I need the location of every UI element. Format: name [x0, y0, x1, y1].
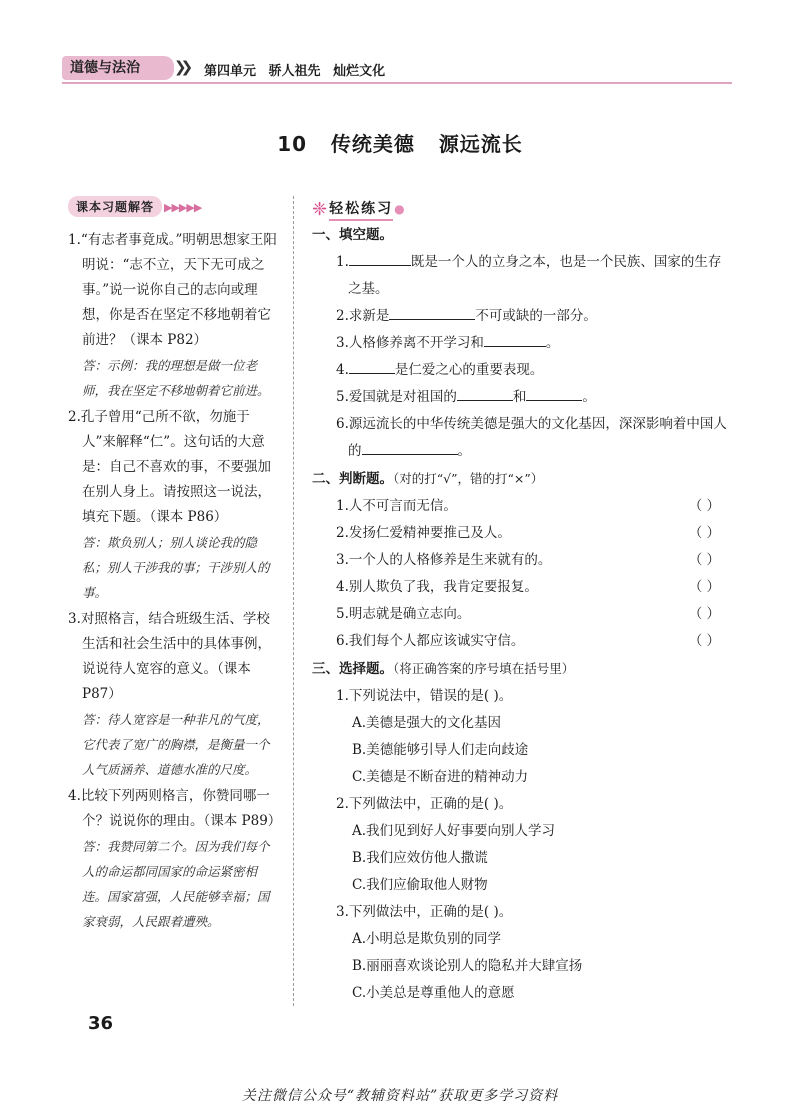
lesson-title — [0, 128, 800, 157]
answer-paren[interactable]: （ ） — [688, 552, 720, 568]
lesson-number: 10 — [277, 132, 308, 156]
banner-label: 轻松练习 — [329, 198, 393, 221]
answer-paren[interactable]: （ ） — [688, 606, 720, 622]
answer-blank[interactable] — [349, 251, 411, 266]
textbook-question: 2.孔子曾用“己所不欲，勿施于人”来解释“仁”。这句话的大意是：自己不喜欢的事，不要强加在别人身上。请按照这一说法，填充下题。（课本 P86） — [68, 409, 271, 525]
lesson-title-main: 传统美德 — [330, 132, 415, 156]
textbook-question: 1.“有志者事竟成。”明朝思想家王阳明说：“志不立，天下无可成之事。”说一说你自己的志向或理想，你是否在坚定不移地朝着它前进？（课本 P82） — [68, 232, 277, 348]
judge-item: 4.别人欺负了我，我肯定要报复。 （ ） — [312, 574, 732, 601]
choice-question: 2.下列做法中，正确的是( )。 — [336, 796, 513, 812]
answer-paren[interactable]: （ ） — [688, 498, 720, 514]
judge-item: 6.我们每个人都应该诚实守信。 （ ） — [312, 628, 732, 655]
page-header — [62, 56, 732, 82]
answer-blank[interactable] — [484, 332, 546, 347]
answer-paren[interactable]: （ ） — [688, 579, 720, 595]
textbook-answer: 答：欺负别人；别人谈论我的隐私；别人干涉我的事；干涉别人的事。 — [82, 535, 270, 600]
fill-item: 6.源远流长的中华传统美德是强大的文化基因，深深影响着中国人的 。 — [336, 416, 727, 459]
section-heading-fill: 一、填空题。 — [312, 227, 393, 243]
choice-option: B.丽丽喜欢谈论别人的隐私并大肆宣扬 — [352, 958, 583, 974]
answer-blank[interactable] — [362, 440, 458, 455]
section-heading-judge: 二、判断题。（对的打“√”，错的打“×”） — [312, 471, 544, 487]
sunburst-icon: ❈ — [312, 198, 328, 220]
footer-note: 关注微信公众号“教辅资料站”获取更多学习资料 — [241, 1088, 559, 1104]
unit-number: 第四单元 — [204, 64, 257, 79]
practice-column — [312, 196, 732, 1007]
choice-question: 1.下列说法中，错误的是( )。 — [336, 688, 513, 704]
fill-item: 5.爱国就是对祖国的 和 。 — [312, 384, 732, 411]
choice-option: A.小明总是欺负别的同学 — [352, 931, 502, 947]
fill-item: 4. 是仁爱之心的重要表现。 — [312, 357, 732, 384]
answer-blank[interactable] — [526, 386, 582, 401]
lesson-title-sub: 源远流长 — [438, 132, 523, 156]
judge-item: 2.发扬仁爱精神要推己及人。 （ ） — [312, 520, 732, 547]
textbook-answers-column — [68, 196, 282, 936]
column-divider — [293, 196, 294, 1006]
choice-option: B.美德能够引导人们走向歧途 — [352, 742, 529, 758]
judge-item: 3.一个人的人格修养是生来就有的。 （ ） — [312, 547, 732, 574]
choice-option: B.我们应效仿他人撒谎 — [352, 850, 488, 866]
choice-option: C.美德是不断奋进的精神动力 — [352, 769, 529, 785]
answer-blank[interactable] — [389, 305, 475, 320]
answer-blank[interactable] — [349, 359, 395, 374]
choice-option: C.我们应偷取他人财物 — [352, 877, 488, 893]
textbook-answer: 答：我赞同第二个。因为我们每个人的命运都同国家的命运紧密相连。国家富强，人民能够幸福；国家衰弱，人民跟着遭殃。 — [82, 839, 270, 929]
practice-banner — [312, 196, 732, 222]
answer-blank[interactable] — [457, 386, 513, 401]
choice-option: C.小美总是尊重他人的意愿 — [352, 985, 515, 1001]
choice-question: 3.下列做法中，正确的是( )。 — [336, 904, 513, 920]
unit-subname: 灿烂文化 — [333, 64, 386, 79]
judge-item: 1.人不可言而无信。 （ ） — [312, 493, 732, 520]
answer-paren[interactable]: （ ） — [688, 525, 720, 541]
choice-option: A.我们见到好人好事要向别人学习 — [352, 823, 556, 839]
page-number: 36 — [88, 1013, 114, 1034]
textbook-question: 3.对照格言，结合班级生活、学校生活和社会生活中的具体事例，说说待人宽容的意义。（课本 P87） — [68, 611, 271, 702]
textbook-answer: 答：待人宽容是一种非凡的气度，它代表了宽广的胸襟，是衡量一个人气质涵养、道德水准的尺度。 — [82, 712, 270, 777]
arrows-icon: ▶▶▶▶▶ — [164, 201, 202, 214]
unit-title — [204, 60, 385, 79]
fill-item: 3.人格修养离不开学习和 。 — [312, 330, 732, 357]
textbook-question: 4.比较下列两则格言，你赞同哪一个？说说你的理由。（课本 P89） — [68, 788, 282, 829]
judge-item: 5.明志就是确立志向。 （ ） — [312, 601, 732, 628]
fill-item: 1. 既是一个人的立身之本，也是一个民族、国家的生存之基。 — [312, 249, 732, 303]
textbook-answer: 答：示例：我的理想是做一位老师，我在坚定不移地朝着它前进。 — [82, 358, 270, 398]
textbook-answers-banner — [68, 196, 278, 220]
banner-label: 课本习题解答 — [68, 196, 162, 217]
unit-name: 骄人祖先 — [268, 64, 321, 79]
dot-icon: ● — [394, 202, 405, 216]
answer-paren[interactable]: （ ） — [688, 633, 720, 649]
choice-option: A.美德是强大的文化基因 — [352, 715, 502, 731]
chevron-right-icon: ❯❯ — [174, 58, 188, 76]
section-heading-choice: 三、选择题。（将正确答案的序号填在括号里） — [312, 661, 575, 677]
subject-tab: 道德与法治 — [62, 56, 174, 80]
fill-item: 2.求新是 不可或缺的一部分。 — [312, 303, 732, 330]
header-rule — [62, 82, 732, 84]
